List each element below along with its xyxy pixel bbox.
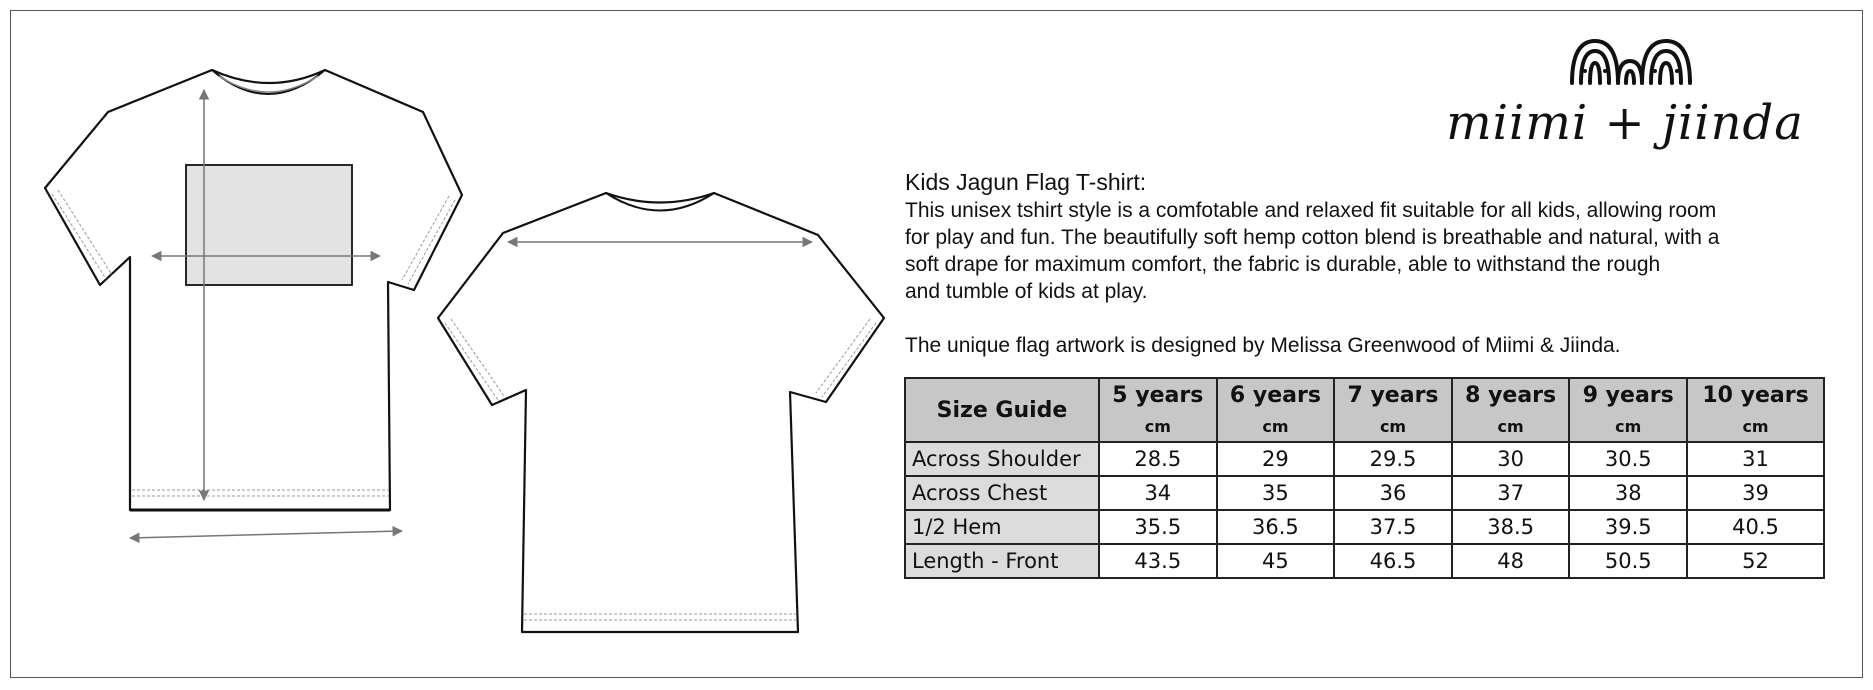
description-line: and tumble of kids at play.	[905, 280, 1148, 303]
table-cell: 38	[1569, 476, 1687, 510]
table-row	[905, 442, 1824, 476]
table-row	[905, 544, 1824, 578]
description-line: for play and fun. The beautifully soft hemp cotton blend is breathable and natural, with a	[905, 226, 1720, 249]
table-cell: 48	[1452, 544, 1570, 578]
table-cell: 36	[1334, 476, 1452, 510]
table-cell: 30	[1452, 442, 1570, 476]
brand-logo-text: miimi + jiinda	[1446, 95, 1804, 151]
table-cell: 28.5	[1099, 442, 1217, 476]
table-cell: 46.5	[1334, 544, 1452, 578]
tshirt-front-diagram	[45, 70, 462, 538]
description-line: This unisex tshirt style is a comfotable and relaxed fit suitable for all kids, allowing room	[905, 199, 1717, 222]
table-cell: 29	[1217, 442, 1335, 476]
row-label: Across Shoulder	[905, 442, 1099, 476]
row-label: 1/2 Hem	[905, 510, 1099, 544]
table-cell: 35	[1217, 476, 1335, 510]
table-cell: 39	[1687, 476, 1824, 510]
table-cell: 29.5	[1334, 442, 1452, 476]
size-column-header: 8 years cm	[1452, 378, 1570, 442]
size-guide-header-row	[905, 378, 1824, 442]
tshirt-back-diagram	[438, 193, 884, 632]
table-row	[905, 476, 1824, 510]
table-row	[905, 510, 1824, 544]
size-column-header: 6 years cm	[1217, 378, 1335, 442]
size-guide-table	[904, 377, 1825, 579]
row-label: Across Chest	[905, 476, 1099, 510]
size-column-header: 9 years cm	[1569, 378, 1687, 442]
size-column-header: 7 years cm	[1334, 378, 1452, 442]
product-description	[905, 167, 1805, 359]
table-cell: 36.5	[1217, 510, 1335, 544]
table-cell: 45	[1217, 544, 1335, 578]
print-area	[186, 165, 352, 285]
product-title: Kids Jagun Flag T-shirt:	[905, 169, 1147, 195]
table-cell: 30.5	[1569, 442, 1687, 476]
table-cell: 38.5	[1452, 510, 1570, 544]
table-cell: 39.5	[1569, 510, 1687, 544]
size-column-header: 10 years cm	[1687, 378, 1824, 442]
table-cell: 43.5	[1099, 544, 1217, 578]
table-cell: 35.5	[1099, 510, 1217, 544]
size-column-header: 5 years cm	[1099, 378, 1217, 442]
table-cell: 34	[1099, 476, 1217, 510]
description-line: soft drape for maximum comfort, the fabric is durable, able to withstand the rough	[905, 253, 1661, 276]
table-cell: 37	[1452, 476, 1570, 510]
table-cell: 37.5	[1334, 510, 1452, 544]
table-cell: 52	[1687, 544, 1824, 578]
size-guide-header: Size Guide	[905, 378, 1099, 442]
table-cell: 40.5	[1687, 510, 1824, 544]
artwork-note: The unique flag artwork is designed by Melissa Greenwood of Miimi & Jiinda.	[905, 334, 1621, 357]
table-cell: 50.5	[1569, 544, 1687, 578]
table-cell: 31	[1687, 442, 1824, 476]
row-label: Length - Front	[905, 544, 1099, 578]
